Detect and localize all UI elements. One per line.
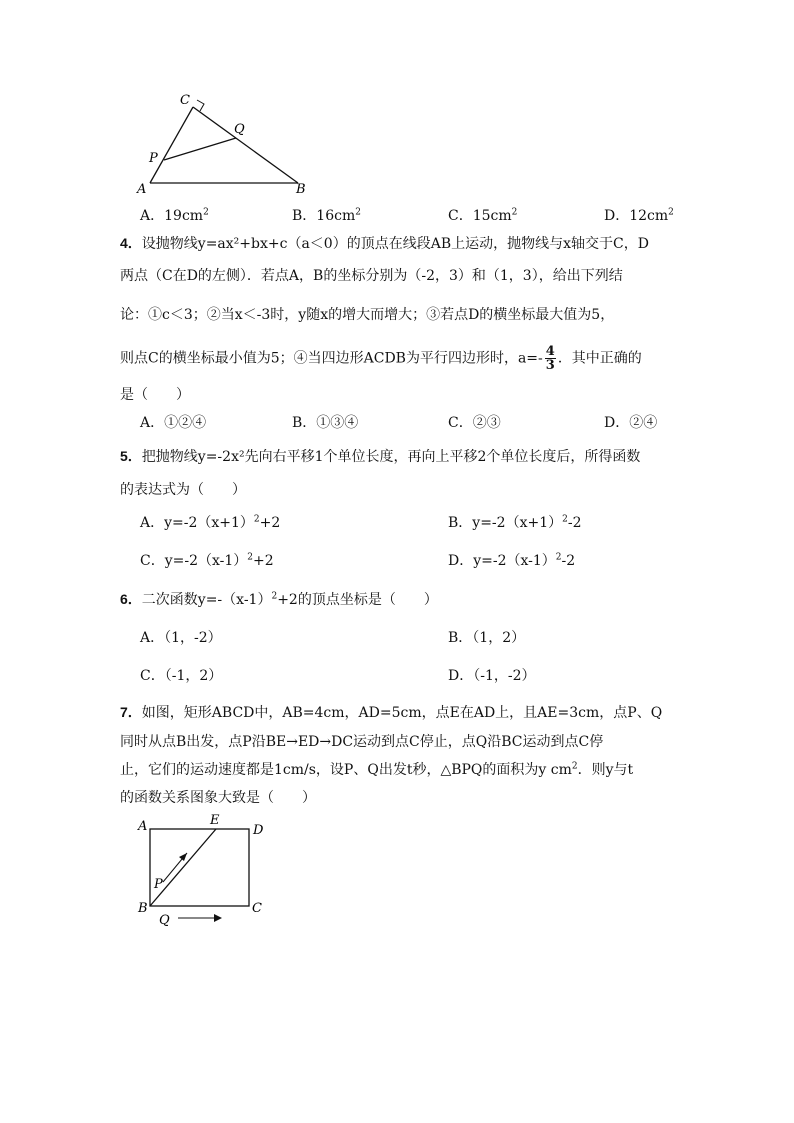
q3-option-a: A．$19cm^2$ [140,207,209,224]
q6-option-b: B．（1，2） [448,630,526,646]
arrow-up-icon [179,853,187,861]
q7-line-3: 止，它们的运动速度都是1cm/s，设P、Q出发t秒，△BPQ的面积为y $cm^2$．则y与t [120,761,634,778]
label-c: C [180,93,190,108]
label-c: C [252,901,262,916]
q4-option-d: D．②④ [604,415,658,431]
q4-option-b: B．①③④ [292,415,359,431]
label-e: E [210,813,220,828]
label-p: P [154,877,163,892]
label-q: Q [159,913,170,928]
label-b: B [138,901,148,916]
question-number-6: 6． [120,591,142,607]
question-number-4: 4． [120,235,142,251]
q5-option-c: C．$y=-2(x-1)^2+2$ [140,552,274,569]
fraction-4-3: $\frac{4}{3}$ [545,344,555,373]
q5-option-a: A．$y=-2(x+1)^2+2$ [140,514,281,531]
q4-option-c: C．②③ [448,415,501,431]
label-q: Q [234,122,245,137]
q6-line-1: 6．二次函数$y=-(x-1)^2+2$的顶点坐标是（ ） [120,591,438,608]
label-d: D [253,823,264,838]
q7-line-1: 7．如图，矩形ABCD中，AB=4cm，AD=5cm，点E在AD上，且AE=3cm，点P、Q [120,704,663,721]
segment-pq [164,138,236,160]
q3-option-d: D．$12cm^2$ [604,207,674,224]
q5-line-1: 5．把抛物线y=-2x²先向右平移1个单位长度，再向上平移2个单位长度后，所得函数 [120,448,641,465]
label-a: A [138,819,148,834]
q4-line-5: 是（ ） [120,387,190,403]
q6-option-d: D．（-1，-2） [448,668,536,684]
rectangle-abcd [150,829,249,906]
question-number-7: 7． [120,704,142,720]
triangle-figure [130,90,320,200]
q7-line-2: 同时从点B出发，点P沿BE→ED→DC运动到点C停止，点Q沿BC运动到点C停 [120,734,604,750]
q6-option-c: C．（-1，2） [140,668,223,684]
q6-option-a: A．（1，-2） [140,630,222,646]
label-a: A [137,182,147,197]
rectangle-figure [130,812,280,930]
q5-line-2: 的表达式为（ ） [120,482,246,498]
q4-line-1: 4．设抛物线y=ax²+bx+c（a＜0）的顶点在线段AB上运动，抛物线与x轴交于C，D [120,235,649,252]
q5-option-d: D．$y=-2(x-1)^2-2$ [448,552,576,569]
q7-line-4: 的函数关系图象大致是（ ） [120,790,316,806]
q4-line-3: 论：①c＜3；②当x＜-3时，y随x的增大而增大；③若点D的横坐标最大值为5， [120,307,615,323]
q4-option-a: A．①②④ [140,415,207,431]
q5-option-b: B．$y=-2(x+1)^2-2$ [448,514,582,531]
q3-option-c: C．$15cm^2$ [448,207,518,224]
segment-ac [150,107,193,183]
label-p: P [149,151,158,166]
q4-line-2: 两点（C在D的左侧）．若点A，B的坐标分别为（-2，3）和（1，3），给出下列结 [120,268,623,284]
segment-cb [193,107,298,183]
label-b: B [296,182,306,197]
right-angle-mark [197,100,204,111]
q4-line-4: 则点C的横坐标最小值为5；④当四边形ACDB为平行四边形时，a=- $\frac{4}{3}$ ．其中正确的 [120,344,642,373]
q3-option-b: B．$16cm^2$ [292,207,361,224]
question-number-5: 5． [120,448,142,464]
arrow-right-icon [214,914,222,922]
segment-be [150,829,216,906]
